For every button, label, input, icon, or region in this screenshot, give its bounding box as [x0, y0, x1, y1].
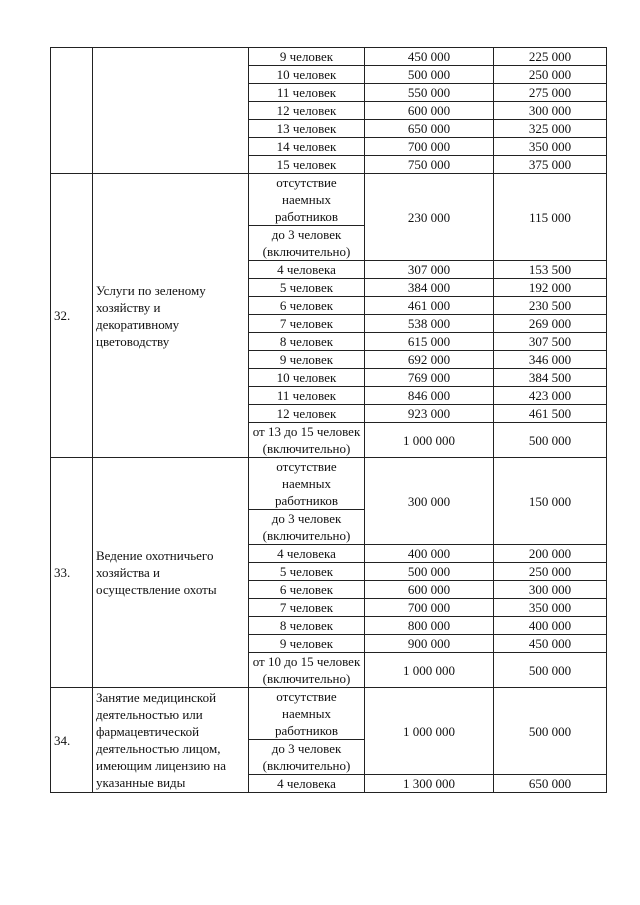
workers-count: 4 человека: [249, 775, 365, 793]
workers-count: 11 человек: [249, 387, 365, 405]
workers-count: отсутствие наемных работников: [249, 174, 365, 226]
workers-count: 9 человек: [249, 351, 365, 369]
patent-cost: 461 500: [494, 405, 607, 423]
potential-income: 923 000: [365, 405, 494, 423]
patent-cost: 650 000: [494, 775, 607, 793]
table-row: [51, 458, 607, 510]
workers-count: 8 человек: [249, 617, 365, 635]
workers-count: 5 человек: [249, 279, 365, 297]
patent-cost: 400 000: [494, 617, 607, 635]
patent-cost: 423 000: [494, 387, 607, 405]
patent-cost: 325 000: [494, 120, 607, 138]
workers-count: до 3 человек (включительно): [249, 510, 365, 545]
patent-cost: 500 000: [494, 423, 607, 458]
potential-income: 461 000: [365, 297, 494, 315]
activity-name: Услуги по зеленому хозяйству и декоративному цветоводству: [93, 174, 249, 458]
workers-count: до 3 человек (включительно): [249, 226, 365, 261]
potential-income: 538 000: [365, 315, 494, 333]
workers-count: 9 человек: [249, 635, 365, 653]
workers-count: 7 человек: [249, 315, 365, 333]
workers-count: до 3 человек (включительно): [249, 740, 365, 775]
potential-income: 1 000 000: [365, 423, 494, 458]
potential-income: 300 000: [365, 458, 494, 545]
potential-income: 750 000: [365, 156, 494, 174]
workers-count: 10 человек: [249, 66, 365, 84]
patent-cost: 500 000: [494, 653, 607, 688]
row-number: 32.: [51, 174, 93, 458]
activity-name: [93, 48, 249, 174]
potential-income: 500 000: [365, 563, 494, 581]
workers-count: 6 человек: [249, 297, 365, 315]
potential-income: 1 000 000: [365, 653, 494, 688]
patent-cost: 192 000: [494, 279, 607, 297]
workers-count: от 13 до 15 человек (включительно): [249, 423, 365, 458]
potential-income: 600 000: [365, 581, 494, 599]
potential-income: 600 000: [365, 102, 494, 120]
workers-count: 6 человек: [249, 581, 365, 599]
workers-count: 8 человек: [249, 333, 365, 351]
patent-cost: 307 500: [494, 333, 607, 351]
patent-cost: 300 000: [494, 581, 607, 599]
patent-cost: 269 000: [494, 315, 607, 333]
potential-income: 800 000: [365, 617, 494, 635]
table-row: [51, 174, 607, 226]
workers-count: 5 человек: [249, 563, 365, 581]
potential-income: 384 000: [365, 279, 494, 297]
patent-cost: 375 000: [494, 156, 607, 174]
patent-cost: 350 000: [494, 138, 607, 156]
workers-count: 9 человек: [249, 48, 365, 66]
table-row: [51, 688, 607, 740]
potential-income: 400 000: [365, 545, 494, 563]
row-number: [51, 48, 93, 174]
patent-cost: 275 000: [494, 84, 607, 102]
patent-cost: 200 000: [494, 545, 607, 563]
potential-income: 230 000: [365, 174, 494, 261]
tariff-table: [50, 47, 607, 793]
potential-income: 700 000: [365, 599, 494, 617]
patent-cost: 500 000: [494, 688, 607, 775]
activity-name: Ведение охотничьего хозяйства и осуществление охоты: [93, 458, 249, 688]
potential-income: 1 000 000: [365, 688, 494, 775]
workers-count: 7 человек: [249, 599, 365, 617]
patent-cost: 115 000: [494, 174, 607, 261]
patent-cost: 225 000: [494, 48, 607, 66]
table-row: [51, 48, 607, 66]
workers-count: 4 человека: [249, 261, 365, 279]
workers-count: 15 человек: [249, 156, 365, 174]
patent-cost: 250 000: [494, 563, 607, 581]
workers-count: отсутствие наемных работников: [249, 458, 365, 510]
patent-cost: 450 000: [494, 635, 607, 653]
workers-count: 11 человек: [249, 84, 365, 102]
potential-income: 615 000: [365, 333, 494, 351]
workers-count: от 10 до 15 человек (включительно): [249, 653, 365, 688]
workers-count: 13 человек: [249, 120, 365, 138]
potential-income: 450 000: [365, 48, 494, 66]
potential-income: 550 000: [365, 84, 494, 102]
patent-cost: 150 000: [494, 458, 607, 545]
activity-name: Занятие медицинской деятельностью или фармацевтической деятельностью лицом, имеющим лицензию на указанные виды: [93, 688, 249, 793]
workers-count: 12 человек: [249, 102, 365, 120]
workers-count: отсутствие наемных работников: [249, 688, 365, 740]
potential-income: 500 000: [365, 66, 494, 84]
row-number: 34.: [51, 688, 93, 793]
patent-cost: 230 500: [494, 297, 607, 315]
patent-cost: 250 000: [494, 66, 607, 84]
patent-cost: 346 000: [494, 351, 607, 369]
patent-cost: 300 000: [494, 102, 607, 120]
potential-income: 769 000: [365, 369, 494, 387]
potential-income: 650 000: [365, 120, 494, 138]
potential-income: 900 000: [365, 635, 494, 653]
potential-income: 692 000: [365, 351, 494, 369]
row-number: 33.: [51, 458, 93, 688]
patent-cost: 350 000: [494, 599, 607, 617]
workers-count: 4 человека: [249, 545, 365, 563]
workers-count: 12 человек: [249, 405, 365, 423]
potential-income: 1 300 000: [365, 775, 494, 793]
patent-cost: 153 500: [494, 261, 607, 279]
potential-income: 846 000: [365, 387, 494, 405]
workers-count: 14 человек: [249, 138, 365, 156]
potential-income: 307 000: [365, 261, 494, 279]
patent-cost: 384 500: [494, 369, 607, 387]
potential-income: 700 000: [365, 138, 494, 156]
workers-count: 10 человек: [249, 369, 365, 387]
